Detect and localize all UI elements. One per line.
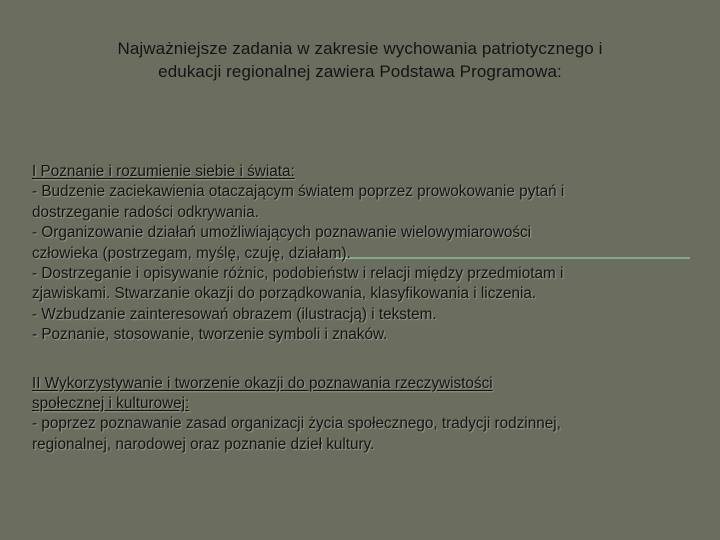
section-1-line: - Poznanie, stosowanie, tworzenie symboli i znaków. [32, 326, 388, 344]
section-1-heading: I Poznanie i rozumienie siebie i świata: [32, 163, 295, 180]
title-line-2: edukacji regionalnej zawiera Podstawa Programowa: [158, 62, 562, 81]
section-2-heading-line-2: społecznej i kulturowej: [32, 395, 190, 413]
slide-body [32, 162, 692, 455]
section-1-line: zjawiskami. Stwarzanie okazji do porządkowania, klasyfikowania i liczenia. [32, 285, 537, 303]
section-1-line: dostrzeganie radości odkrywania. [32, 203, 260, 221]
section-2-line: - poprzez poznawanie zasad organizacji życia społecznego, tradycji rodzinnej, [32, 415, 561, 433]
title-line-1: Najważniejsze zadania w zakresie wychowania patriotycznego i [117, 39, 603, 58]
slide-title [20, 37, 700, 83]
section-1-line: człowieka (postrzegam, myślę, czuję, działam). [32, 244, 351, 262]
section-1 [32, 162, 692, 346]
section-1-line: - Dostrzeganie i opisywanie różnic, podobieństw i relacji między przedmiotam i [32, 265, 564, 283]
section-1-line: - Wzbudzanie zainteresowań obrazem (ilustracją) i tekstem. [32, 305, 437, 323]
section-1-line: - Organizowanie działań umożliwiających poznawanie wielowymiarowości [32, 224, 532, 242]
section-gap [32, 346, 692, 374]
section-2-heading-line-1: II Wykorzystywanie i tworzenie okazji do poznawania rzeczywistości [32, 374, 493, 392]
section-2-line: regionalnej, narodowej oraz poznanie dzieł kultury. [32, 435, 375, 453]
section-1-line: - Budzenie zaciekawienia otaczającym światem poprzez prowokowanie pytań i [32, 183, 565, 201]
section-2 [32, 374, 692, 456]
